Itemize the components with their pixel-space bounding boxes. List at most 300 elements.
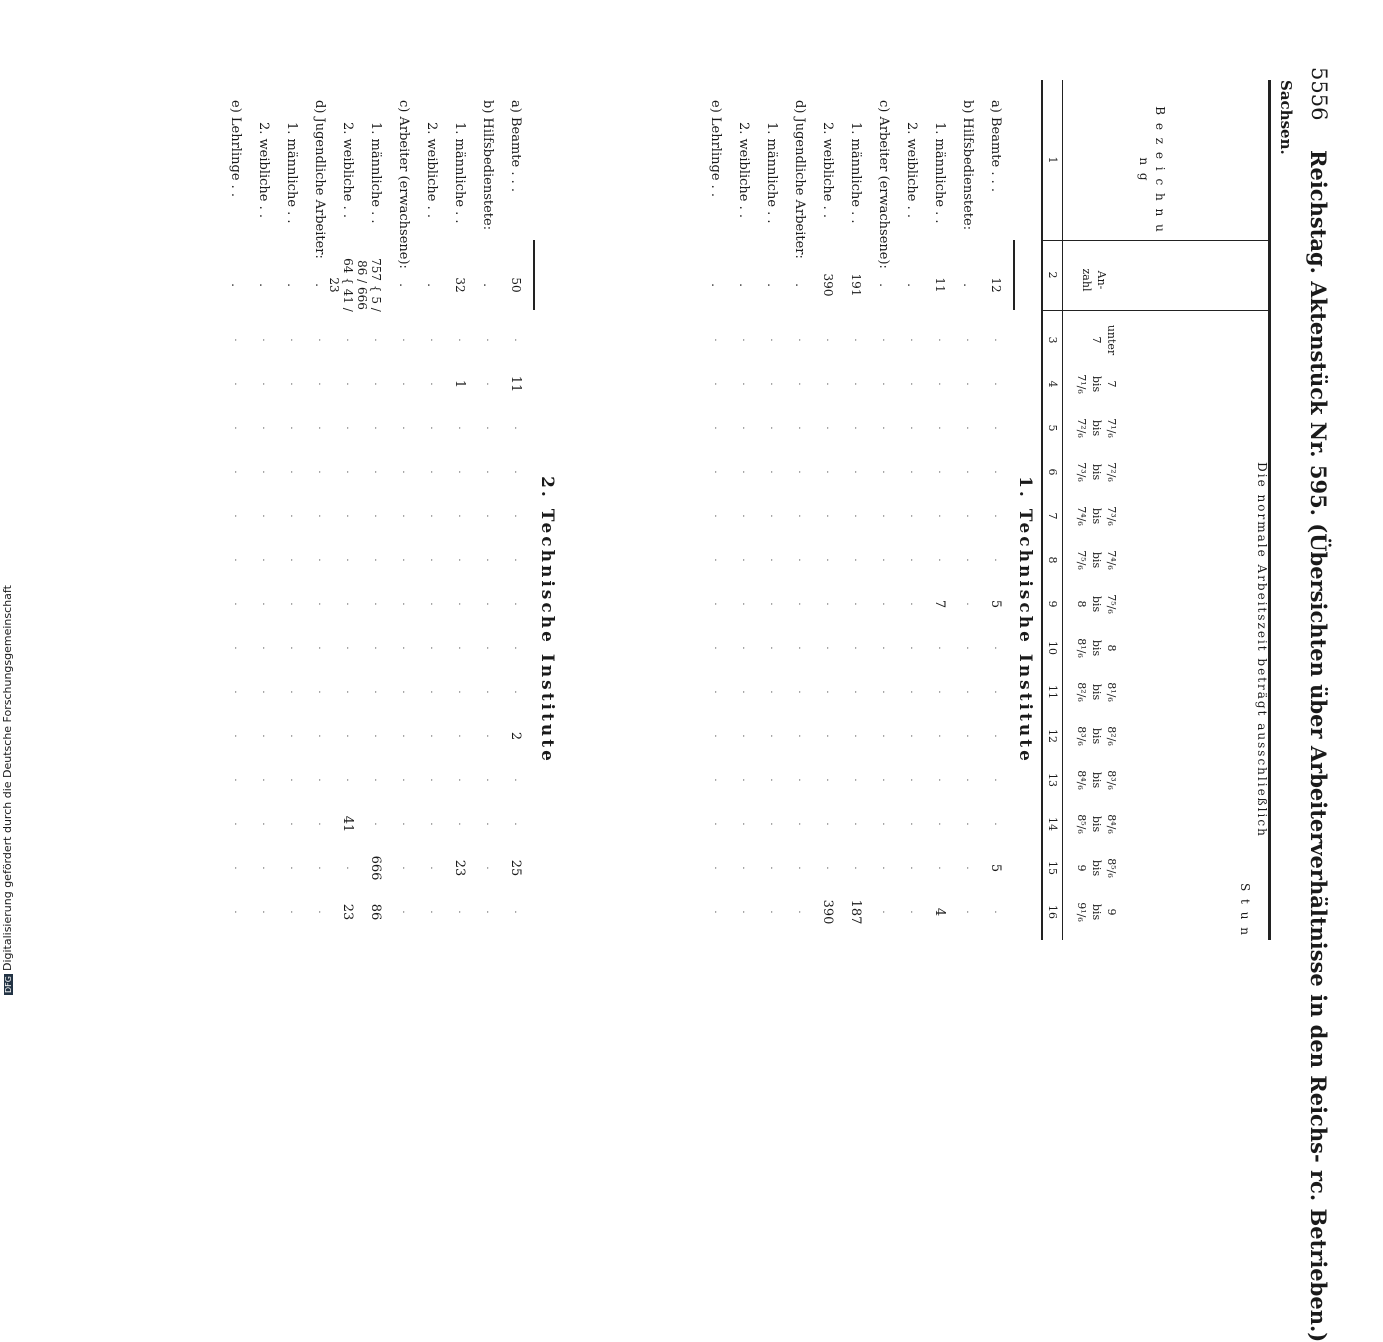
column-number: 16	[1046, 905, 1059, 919]
cell-empty: .	[824, 470, 835, 474]
cell-empty: .	[260, 734, 271, 738]
cell-empty: .	[484, 646, 495, 650]
cell-value: 187	[848, 899, 863, 925]
cell-empty: .	[992, 514, 1003, 518]
cell-empty: .	[852, 778, 863, 782]
cell-empty: .	[428, 426, 439, 430]
cell-empty: .	[880, 910, 891, 914]
cell-empty: .	[456, 646, 467, 650]
row-label: d) Jugendliche Arbeiter:	[792, 100, 807, 259]
row-count: 11	[933, 277, 947, 293]
cell-empty: .	[908, 426, 919, 430]
cell-empty: .	[372, 778, 383, 782]
cell-empty: .	[344, 558, 355, 562]
cell-empty: .	[232, 822, 243, 826]
cell-empty: .	[880, 646, 891, 650]
cell-empty: .	[768, 338, 779, 342]
cell-empty: .	[796, 822, 807, 826]
cell-empty: .	[400, 866, 411, 870]
cell-empty: .	[512, 602, 523, 606]
cell-empty: .	[484, 382, 495, 386]
row-label: 2. weibliche . .	[424, 122, 439, 219]
cell-empty: .	[400, 822, 411, 826]
range-header: 8¹/₆ bis 8²/₆	[1075, 682, 1118, 702]
cell-empty: .	[880, 514, 891, 518]
cell-empty: .	[344, 734, 355, 738]
cell-empty: .	[288, 338, 299, 342]
cell-empty: .	[512, 470, 523, 474]
designation-header: B e z e i c h n u n g	[1136, 106, 1167, 234]
cell-empty: .	[372, 382, 383, 386]
cell-empty: .	[880, 382, 891, 386]
cell-empty: .	[400, 690, 411, 694]
cell-empty: .	[712, 734, 723, 738]
cell-empty: .	[936, 426, 947, 430]
cell-empty: .	[232, 558, 243, 562]
cell-empty: .	[456, 426, 467, 430]
cell-empty: .	[260, 646, 271, 650]
cell-empty: .	[880, 778, 891, 782]
column-number: 7	[1046, 512, 1059, 520]
row-count: .	[877, 283, 891, 287]
cell-empty: .	[288, 470, 299, 474]
cell-empty: .	[852, 558, 863, 562]
cell-empty: .	[768, 778, 779, 782]
cell-empty: .	[400, 470, 411, 474]
cell-empty: .	[232, 866, 243, 870]
cell-empty: .	[400, 734, 411, 738]
cell-empty: .	[852, 338, 863, 342]
column-number: 4	[1046, 380, 1059, 388]
row-count: 32	[453, 277, 467, 293]
cell-empty: .	[344, 382, 355, 386]
cell-empty: .	[768, 822, 779, 826]
cell-empty: .	[372, 690, 383, 694]
cell-empty: .	[260, 690, 271, 694]
table-header-rule	[1062, 80, 1063, 940]
cell-empty: .	[712, 646, 723, 650]
cell-empty: .	[428, 602, 439, 606]
cell-value: 86	[368, 903, 383, 921]
cell-empty: .	[936, 646, 947, 650]
cell-value: 390	[820, 899, 835, 925]
cell-empty: .	[428, 822, 439, 826]
cell-value: 5	[988, 863, 1003, 873]
cell-empty: .	[316, 690, 327, 694]
cell-empty: .	[232, 778, 243, 782]
cell-empty: .	[260, 426, 271, 430]
cell-empty: .	[316, 514, 327, 518]
cell-empty: .	[852, 514, 863, 518]
cell-empty: .	[740, 382, 751, 386]
cell-empty: .	[484, 866, 495, 870]
cell-value: 41	[340, 815, 355, 833]
cell-empty: .	[712, 910, 723, 914]
cell-empty: .	[512, 822, 523, 826]
cell-empty: .	[316, 426, 327, 430]
cell-empty: .	[400, 514, 411, 518]
cell-empty: .	[740, 734, 751, 738]
cell-empty: .	[512, 646, 523, 650]
cell-empty: .	[372, 602, 383, 606]
count-header: An- zahl	[1080, 268, 1108, 292]
cell-empty: .	[372, 338, 383, 342]
row-label: a) Beamte . . .	[508, 100, 523, 192]
cell-empty: .	[964, 646, 975, 650]
cell-empty: .	[428, 470, 439, 474]
cell-empty: .	[992, 426, 1003, 430]
cell-empty: .	[316, 470, 327, 474]
cell-empty: .	[740, 690, 751, 694]
cell-empty: .	[232, 338, 243, 342]
row-label: b) Hilfsbedienstete:	[960, 100, 975, 231]
row-count: .	[793, 283, 807, 287]
cell-empty: .	[796, 514, 807, 518]
cell-empty: .	[796, 382, 807, 386]
row-count: 757 { 5 / 86 / 666	[355, 258, 383, 312]
cell-empty: .	[456, 558, 467, 562]
cell-empty: .	[908, 734, 919, 738]
cell-empty: .	[908, 382, 919, 386]
cell-empty: .	[740, 338, 751, 342]
column-number: 1	[1046, 156, 1059, 164]
row-label: d) Jugendliche Arbeiter:	[312, 100, 327, 259]
cell-empty: .	[768, 426, 779, 430]
cell-empty: .	[852, 646, 863, 650]
cell-value: 23	[452, 859, 467, 877]
cell-empty: .	[908, 778, 919, 782]
range-header: 8⁴/₆ bis 8⁵/₆	[1075, 814, 1118, 834]
cell-empty: .	[936, 734, 947, 738]
cell-empty: .	[288, 558, 299, 562]
cell-empty: .	[936, 338, 947, 342]
cell-empty: .	[428, 338, 439, 342]
cell-value: 23	[340, 903, 355, 921]
cell-empty: .	[232, 470, 243, 474]
working-hours-header: Die normale Arbeitszeit beträgt ausschließlich	[1255, 462, 1269, 838]
column-number: 11	[1046, 685, 1059, 699]
cell-empty: .	[936, 778, 947, 782]
cell-empty: .	[400, 338, 411, 342]
page-title: Reichstag. Aktenstück Nr. 595. (Übersichten über Arbeiterverhältnisse in den Reichs- rc. Betrieben.)	[1306, 150, 1331, 1342]
cell-empty: .	[712, 822, 723, 826]
cell-empty: .	[456, 910, 467, 914]
cell-empty: .	[428, 734, 439, 738]
row-count: .	[481, 283, 495, 287]
cell-empty: .	[456, 690, 467, 694]
range-header: 8²/₆ bis 8³/₆	[1075, 726, 1118, 746]
row-label: 2. weibliche . .	[256, 122, 271, 219]
cell-value: 5	[988, 599, 1003, 609]
cell-empty: .	[316, 822, 327, 826]
range-header: 7⁵/₆ bis 8	[1075, 594, 1118, 614]
cell-empty: .	[400, 602, 411, 606]
cell-empty: .	[512, 558, 523, 562]
row-label: 1. männliche . .	[368, 122, 383, 224]
cell-empty: .	[260, 778, 271, 782]
cell-empty: .	[456, 470, 467, 474]
column-number: 8	[1046, 556, 1059, 564]
row-label: 2. weibliche . .	[736, 122, 751, 219]
cell-empty: .	[740, 558, 751, 562]
cell-value: 1	[452, 379, 467, 389]
cell-empty: .	[740, 470, 751, 474]
cell-empty: .	[512, 426, 523, 430]
cell-empty: .	[740, 646, 751, 650]
cell-empty: .	[316, 778, 327, 782]
cell-empty: .	[964, 470, 975, 474]
cell-empty: .	[344, 646, 355, 650]
column-number: 12	[1046, 729, 1059, 743]
cell-empty: .	[344, 470, 355, 474]
cell-empty: .	[512, 514, 523, 518]
cell-empty: .	[740, 866, 751, 870]
row-label: e) Lehrlinge . .	[708, 100, 723, 198]
cell-empty: .	[316, 734, 327, 738]
cell-empty: .	[712, 470, 723, 474]
cell-empty: .	[288, 866, 299, 870]
cell-empty: .	[768, 690, 779, 694]
row-label: 1. männliche . .	[284, 122, 299, 224]
cell-empty: .	[768, 602, 779, 606]
cell-empty: .	[400, 778, 411, 782]
row-count: .	[425, 283, 439, 287]
cell-empty: .	[288, 690, 299, 694]
cell-empty: .	[852, 426, 863, 430]
row-label: 1. männliche . .	[932, 122, 947, 224]
cell-empty: .	[740, 910, 751, 914]
cell-empty: .	[908, 866, 919, 870]
cell-empty: .	[824, 866, 835, 870]
range-header: 9 bis 9¹/₆	[1075, 902, 1118, 922]
cell-empty: .	[908, 558, 919, 562]
cell-value: 4	[932, 907, 947, 917]
cell-empty: .	[232, 602, 243, 606]
cell-empty: .	[880, 602, 891, 606]
cell-empty: .	[796, 690, 807, 694]
cell-empty: .	[824, 514, 835, 518]
cell-empty: .	[428, 866, 439, 870]
cell-empty: .	[908, 910, 919, 914]
cell-empty: .	[964, 426, 975, 430]
section-rule	[1013, 240, 1015, 310]
cell-empty: .	[288, 646, 299, 650]
cell-empty: .	[512, 778, 523, 782]
cell-empty: .	[484, 910, 495, 914]
cell-empty: .	[712, 338, 723, 342]
cell-empty: .	[456, 822, 467, 826]
cell-empty: .	[260, 470, 271, 474]
cell-empty: .	[344, 338, 355, 342]
cell-empty: .	[964, 382, 975, 386]
cell-empty: .	[908, 646, 919, 650]
cell-empty: .	[852, 470, 863, 474]
cell-empty: .	[936, 470, 947, 474]
cell-empty: .	[400, 910, 411, 914]
cell-empty: .	[908, 602, 919, 606]
cell-empty: .	[288, 426, 299, 430]
cell-empty: .	[232, 734, 243, 738]
cell-empty: .	[796, 734, 807, 738]
column-number: 3	[1046, 336, 1059, 344]
cell-empty: .	[712, 426, 723, 430]
cell-empty: .	[768, 646, 779, 650]
cell-empty: .	[260, 866, 271, 870]
cell-empty: .	[796, 778, 807, 782]
range-header: 7²/₆ bis 7³/₆	[1075, 462, 1118, 482]
row-count: .	[765, 283, 779, 287]
cell-empty: .	[232, 910, 243, 914]
cell-empty: .	[796, 866, 807, 870]
cell-empty: .	[712, 866, 723, 870]
cell-empty: .	[512, 338, 523, 342]
cell-empty: .	[824, 822, 835, 826]
cell-empty: .	[456, 514, 467, 518]
row-count: .	[397, 283, 411, 287]
column-number: 9	[1046, 600, 1059, 608]
cell-empty: .	[824, 426, 835, 430]
cell-empty: .	[908, 514, 919, 518]
cell-empty: .	[288, 910, 299, 914]
page-number: 5556	[1307, 67, 1331, 121]
cell-empty: .	[768, 382, 779, 386]
cell-empty: .	[824, 338, 835, 342]
cell-empty: .	[484, 514, 495, 518]
cell-empty: .	[400, 558, 411, 562]
cell-empty: .	[992, 558, 1003, 562]
cell-empty: .	[964, 734, 975, 738]
cell-empty: .	[428, 514, 439, 518]
column-number: 5	[1046, 424, 1059, 432]
cell-empty: .	[964, 690, 975, 694]
cell-empty: .	[824, 690, 835, 694]
cell-empty: .	[964, 778, 975, 782]
cell-empty: .	[964, 822, 975, 826]
cell-empty: .	[908, 338, 919, 342]
row-count: 191	[849, 273, 863, 297]
cell-empty: .	[232, 690, 243, 694]
row-label: 2. weibliche . .	[904, 122, 919, 219]
cell-empty: .	[316, 558, 327, 562]
cell-value: 25	[508, 859, 523, 877]
cell-empty: .	[908, 822, 919, 826]
cell-empty: .	[316, 866, 327, 870]
range-header: 7 bis 7¹/₆	[1075, 374, 1118, 394]
cell-empty: .	[908, 690, 919, 694]
cell-empty: .	[740, 778, 751, 782]
cell-empty: .	[456, 734, 467, 738]
row-label: 1. männliche . .	[764, 122, 779, 224]
cell-empty: .	[824, 382, 835, 386]
column-number: 13	[1046, 773, 1059, 787]
cell-empty: .	[964, 514, 975, 518]
cell-empty: .	[852, 734, 863, 738]
cell-empty: .	[484, 470, 495, 474]
cell-empty: .	[908, 470, 919, 474]
cell-empty: .	[796, 602, 807, 606]
cell-empty: .	[796, 470, 807, 474]
cell-empty: .	[512, 910, 523, 914]
cell-empty: .	[484, 338, 495, 342]
cell-empty: .	[768, 866, 779, 870]
cell-empty: .	[768, 734, 779, 738]
cell-empty: .	[288, 778, 299, 782]
cell-empty: .	[344, 778, 355, 782]
cell-empty: .	[936, 514, 947, 518]
cell-empty: .	[852, 866, 863, 870]
cell-empty: .	[712, 690, 723, 694]
row-count: .	[285, 283, 299, 287]
cell-empty: .	[964, 558, 975, 562]
cell-empty: .	[484, 558, 495, 562]
cell-empty: .	[880, 426, 891, 430]
cell-empty: .	[936, 558, 947, 562]
cell-empty: .	[964, 602, 975, 606]
row-count: 64 { 41 / 23	[327, 258, 355, 312]
cell-empty: .	[260, 514, 271, 518]
cell-empty: .	[992, 778, 1003, 782]
cell-empty: .	[232, 382, 243, 386]
row-count: 12	[989, 277, 1003, 293]
cell-empty: .	[288, 514, 299, 518]
row-label: 1. männliche . .	[452, 122, 467, 224]
cell-empty: .	[992, 822, 1003, 826]
cell-empty: .	[344, 426, 355, 430]
cell-empty: .	[992, 338, 1003, 342]
cell-empty: .	[852, 382, 863, 386]
cell-empty: .	[992, 690, 1003, 694]
cell-empty: .	[316, 910, 327, 914]
cell-empty: .	[288, 382, 299, 386]
cell-empty: .	[796, 426, 807, 430]
cell-empty: .	[796, 646, 807, 650]
cell-empty: .	[260, 602, 271, 606]
cell-empty: .	[428, 382, 439, 386]
state-heading: Sachsen.	[1277, 80, 1295, 155]
row-count: .	[905, 283, 919, 287]
cell-empty: .	[484, 690, 495, 694]
cell-empty: .	[992, 734, 1003, 738]
section-rule	[533, 240, 535, 310]
cell-empty: .	[880, 690, 891, 694]
cell-empty: .	[824, 778, 835, 782]
cell-value: 2	[508, 731, 523, 741]
row-label: b) Hilfsbedienstete:	[480, 100, 495, 231]
cell-empty: .	[740, 822, 751, 826]
dfg-logo: DFG	[4, 976, 13, 993]
range-header: 8 bis 8¹/₆	[1075, 638, 1118, 658]
cell-empty: .	[824, 558, 835, 562]
column-number: 10	[1046, 641, 1059, 655]
row-count: .	[709, 283, 723, 287]
cell-empty: .	[824, 646, 835, 650]
cell-empty: .	[372, 470, 383, 474]
cell-empty: .	[964, 866, 975, 870]
column-number: 15	[1046, 861, 1059, 875]
cell-empty: .	[824, 602, 835, 606]
row-label: c) Arbeiter (erwachsene):	[876, 100, 891, 269]
cell-empty: .	[712, 514, 723, 518]
cell-empty: .	[796, 338, 807, 342]
cell-empty: .	[992, 646, 1003, 650]
cell-empty: .	[484, 778, 495, 782]
row-count: 50	[509, 277, 523, 293]
cell-empty: .	[880, 470, 891, 474]
cell-empty: .	[512, 690, 523, 694]
cell-empty: .	[712, 602, 723, 606]
cell-empty: .	[232, 646, 243, 650]
hours-unit-header: S t u n	[1238, 883, 1252, 937]
